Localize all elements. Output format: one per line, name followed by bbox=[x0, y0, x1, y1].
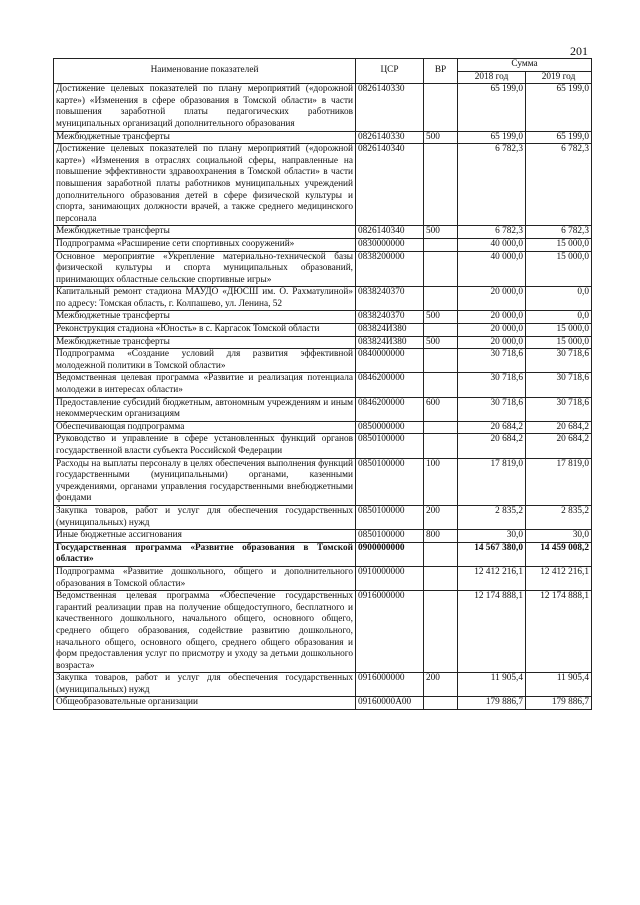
cell-2018: 14 567 380,0 bbox=[458, 542, 526, 566]
cell-2019: 17 819,0 bbox=[526, 458, 592, 505]
cell-vr bbox=[424, 251, 458, 287]
cell-2019: 30,0 bbox=[526, 530, 592, 543]
table-row bbox=[54, 530, 592, 543]
cell-name: Расходы на выплаты персоналу в целях обеспечения выполнения функций государственными (муниципальными) органами, казенными учреждениями, органами управления государственными внебюджетными фондами bbox=[54, 458, 356, 505]
cell-csr: 0826140330 bbox=[356, 131, 424, 144]
cell-vr bbox=[424, 238, 458, 251]
cell-vr bbox=[424, 697, 458, 710]
cell-csr: 0916000000 bbox=[356, 673, 424, 697]
cell-2018: 20 000,0 bbox=[458, 287, 526, 311]
cell-2019: 6 782,3 bbox=[526, 226, 592, 239]
cell-2019: 14 459 008,2 bbox=[526, 542, 592, 566]
table-row bbox=[54, 397, 592, 421]
cell-vr: 500 bbox=[424, 226, 458, 239]
table-row bbox=[54, 373, 592, 397]
table-row bbox=[54, 311, 592, 324]
cell-name: Ведомственная целевая программа «Обеспечение государственных гарантий реализации прав на получение общедоступного, бесплатного и качественного дошкольного, начального общего, основного общего, среднего общего образования, содействие развитию дошкольного, начального общего, основного общего, среднего общего образования и форм предоставления услуг по присмотру и уходу за детьми дошкольного возраста» bbox=[54, 591, 356, 673]
cell-name: Подпрограмма «Создание условий для развития эффективной молодежной политики в Томской области» bbox=[54, 349, 356, 373]
cell-csr: 0850100000 bbox=[356, 530, 424, 543]
cell-name: Реконструкция стадиона «Юность» в с. Каргасок Томской области bbox=[54, 324, 356, 337]
cell-name: Руководство и управление в сфере установленных функций органов государственной власти субъекта Российской Федерации bbox=[54, 434, 356, 458]
cell-name: Обеспечивающая подпрограмма bbox=[54, 421, 356, 434]
cell-2019: 15 000,0 bbox=[526, 238, 592, 251]
cell-name: Межбюджетные трансферты bbox=[54, 311, 356, 324]
cell-2018: 20 684,2 bbox=[458, 421, 526, 434]
cell-csr: 0850000000 bbox=[356, 421, 424, 434]
cell-name: Подпрограмма «Расширение сети спортивных сооружений» bbox=[54, 238, 356, 251]
cell-vr: 600 bbox=[424, 397, 458, 421]
cell-vr bbox=[424, 434, 458, 458]
cell-csr: 0838240370 bbox=[356, 311, 424, 324]
cell-csr: 0900000000 bbox=[356, 542, 424, 566]
cell-name: Общеобразовательные организации bbox=[54, 697, 356, 710]
cell-vr bbox=[424, 324, 458, 337]
cell-2019: 15 000,0 bbox=[526, 324, 592, 337]
header-csr: ЦСР bbox=[356, 59, 424, 84]
cell-csr: 0850100000 bbox=[356, 458, 424, 505]
cell-vr bbox=[424, 421, 458, 434]
cell-2018: 20 000,0 bbox=[458, 324, 526, 337]
cell-2018: 20 684,2 bbox=[458, 434, 526, 458]
cell-2019: 2 835,2 bbox=[526, 505, 592, 529]
cell-vr bbox=[424, 566, 458, 590]
table-body bbox=[54, 84, 592, 710]
cell-2018: 30 718,6 bbox=[458, 349, 526, 373]
cell-csr: 0916000000 bbox=[356, 591, 424, 673]
cell-csr: 0850100000 bbox=[356, 505, 424, 529]
table-row bbox=[54, 697, 592, 710]
cell-name: Межбюджетные трансферты bbox=[54, 336, 356, 349]
table-row bbox=[54, 421, 592, 434]
table-row bbox=[54, 131, 592, 144]
table-row bbox=[54, 542, 592, 566]
cell-2018: 30 718,6 bbox=[458, 397, 526, 421]
cell-2019: 15 000,0 bbox=[526, 336, 592, 349]
table-row bbox=[54, 251, 592, 287]
cell-2019: 20 684,2 bbox=[526, 434, 592, 458]
cell-name: Межбюджетные трансферты bbox=[54, 131, 356, 144]
cell-csr: 0826140340 bbox=[356, 144, 424, 226]
header-year-2018: 2018 год bbox=[458, 71, 526, 84]
cell-vr: 100 bbox=[424, 458, 458, 505]
table-row bbox=[54, 434, 592, 458]
cell-2019: 12 412 216,1 bbox=[526, 566, 592, 590]
table-row bbox=[54, 673, 592, 697]
cell-2019: 0,0 bbox=[526, 311, 592, 324]
cell-csr: 0910000000 bbox=[356, 566, 424, 590]
cell-csr: 0850100000 bbox=[356, 434, 424, 458]
page-number: 201 bbox=[570, 44, 588, 58]
cell-2019: 65 199,0 bbox=[526, 131, 592, 144]
cell-vr bbox=[424, 84, 458, 131]
cell-name: Государственная программа «Развитие образования в Томской области» bbox=[54, 542, 356, 566]
cell-vr: 500 bbox=[424, 336, 458, 349]
cell-2018: 2 835,2 bbox=[458, 505, 526, 529]
cell-vr bbox=[424, 349, 458, 373]
cell-name: Ведомственная целевая программа «Развитие и реализация потенциала молодежи в интересах области» bbox=[54, 373, 356, 397]
budget-table bbox=[53, 58, 592, 710]
cell-name: Подпрограмма «Развитие дошкольного, общего и дополнительного образования в Томской области» bbox=[54, 566, 356, 590]
cell-2019: 15 000,0 bbox=[526, 251, 592, 287]
cell-name: Достижение целевых показателей по плану мероприятий («дорожной карте») «Изменения в сфере образования в Томской области» в части повышения заработной платы педагогических работников муниципальных организаций дополнительного образования bbox=[54, 84, 356, 131]
cell-csr: 083824И380 bbox=[356, 336, 424, 349]
cell-2019: 30 718,6 bbox=[526, 397, 592, 421]
table-row bbox=[54, 144, 592, 226]
table-row bbox=[54, 226, 592, 239]
cell-csr: 0846200000 bbox=[356, 397, 424, 421]
cell-2019: 12 174 888,1 bbox=[526, 591, 592, 673]
cell-name: Закупка товаров, работ и услуг для обеспечения государственных (муниципальных) нужд bbox=[54, 673, 356, 697]
cell-name: Закупка товаров, работ и услуг для обеспечения государственных (муниципальных) нужд bbox=[54, 505, 356, 529]
table-row bbox=[54, 336, 592, 349]
cell-2018: 20 000,0 bbox=[458, 336, 526, 349]
cell-2018: 12 174 888,1 bbox=[458, 591, 526, 673]
cell-2018: 65 199,0 bbox=[458, 131, 526, 144]
cell-name: Основное мероприятие «Укрепление материально-технической базы физической культуры и спорта муниципальных образований, принимающих областные сельские спортивные игры» bbox=[54, 251, 356, 287]
cell-2018: 179 886,7 bbox=[458, 697, 526, 710]
table-row bbox=[54, 84, 592, 131]
cell-name: Капитальный ремонт стадиона МАУДО «ДЮСШ им. О. Рахматулиной» по адресу: Томская область, г. Колпашево, ул. Ленина, 52 bbox=[54, 287, 356, 311]
cell-2018: 40 000,0 bbox=[458, 238, 526, 251]
header-row bbox=[54, 59, 592, 72]
cell-csr: 0826140330 bbox=[356, 84, 424, 131]
cell-2018: 12 412 216,1 bbox=[458, 566, 526, 590]
cell-vr: 500 bbox=[424, 131, 458, 144]
table-row bbox=[54, 591, 592, 673]
cell-2018: 6 782,3 bbox=[458, 144, 526, 226]
cell-csr: 09160000А00 bbox=[356, 697, 424, 710]
cell-2019: 20 684,2 bbox=[526, 421, 592, 434]
cell-vr: 800 bbox=[424, 530, 458, 543]
cell-2018: 65 199,0 bbox=[458, 84, 526, 131]
cell-2019: 179 886,7 bbox=[526, 697, 592, 710]
cell-2018: 6 782,3 bbox=[458, 226, 526, 239]
cell-csr: 0826140340 bbox=[356, 226, 424, 239]
cell-vr bbox=[424, 591, 458, 673]
cell-csr: 0838240370 bbox=[356, 287, 424, 311]
cell-2019: 6 782,3 bbox=[526, 144, 592, 226]
cell-csr: 0846200000 bbox=[356, 373, 424, 397]
cell-name: Межбюджетные трансферты bbox=[54, 226, 356, 239]
table-row bbox=[54, 349, 592, 373]
cell-csr: 083824И380 bbox=[356, 324, 424, 337]
header-year-2019: 2019 год bbox=[526, 71, 592, 84]
cell-csr: 0830000000 bbox=[356, 238, 424, 251]
cell-2019: 0,0 bbox=[526, 287, 592, 311]
cell-2019: 11 905,4 bbox=[526, 673, 592, 697]
cell-2019: 30 718,6 bbox=[526, 373, 592, 397]
table-row bbox=[54, 505, 592, 529]
cell-name: Достижение целевых показателей по плану мероприятий («дорожной карте») «Изменения в отраслях социальной сферы, направленные на повышение эффективности здравоохранения в Томской области» в части повышения заработной платы работников муниципальных учреждений дополнительного образования детей в сфере физической культуры и спорта, занимающих должности врачей, а также среднего медицинского персонала bbox=[54, 144, 356, 226]
cell-csr: 0840000000 bbox=[356, 349, 424, 373]
table-row bbox=[54, 287, 592, 311]
cell-name: Иные бюджетные ассигнования bbox=[54, 530, 356, 543]
table-row bbox=[54, 238, 592, 251]
table-row bbox=[54, 566, 592, 590]
cell-2018: 20 000,0 bbox=[458, 311, 526, 324]
cell-vr bbox=[424, 373, 458, 397]
cell-name: Предоставление субсидий бюджетным, автономным учреждениям и иным некоммерческим организациям bbox=[54, 397, 356, 421]
cell-vr: 200 bbox=[424, 505, 458, 529]
cell-vr: 500 bbox=[424, 311, 458, 324]
cell-2019: 65 199,0 bbox=[526, 84, 592, 131]
header-name: Наименование показателей bbox=[54, 59, 356, 84]
cell-2018: 17 819,0 bbox=[458, 458, 526, 505]
header-vr: ВР bbox=[424, 59, 458, 84]
cell-vr bbox=[424, 144, 458, 226]
cell-vr bbox=[424, 287, 458, 311]
table-row bbox=[54, 324, 592, 337]
table-row bbox=[54, 458, 592, 505]
cell-2019: 30 718,6 bbox=[526, 349, 592, 373]
cell-vr bbox=[424, 542, 458, 566]
cell-vr: 200 bbox=[424, 673, 458, 697]
header-sum: Сумма bbox=[458, 59, 592, 72]
cell-2018: 40 000,0 bbox=[458, 251, 526, 287]
cell-2018: 30,0 bbox=[458, 530, 526, 543]
cell-2018: 11 905,4 bbox=[458, 673, 526, 697]
cell-csr: 0838200000 bbox=[356, 251, 424, 287]
cell-2018: 30 718,6 bbox=[458, 373, 526, 397]
